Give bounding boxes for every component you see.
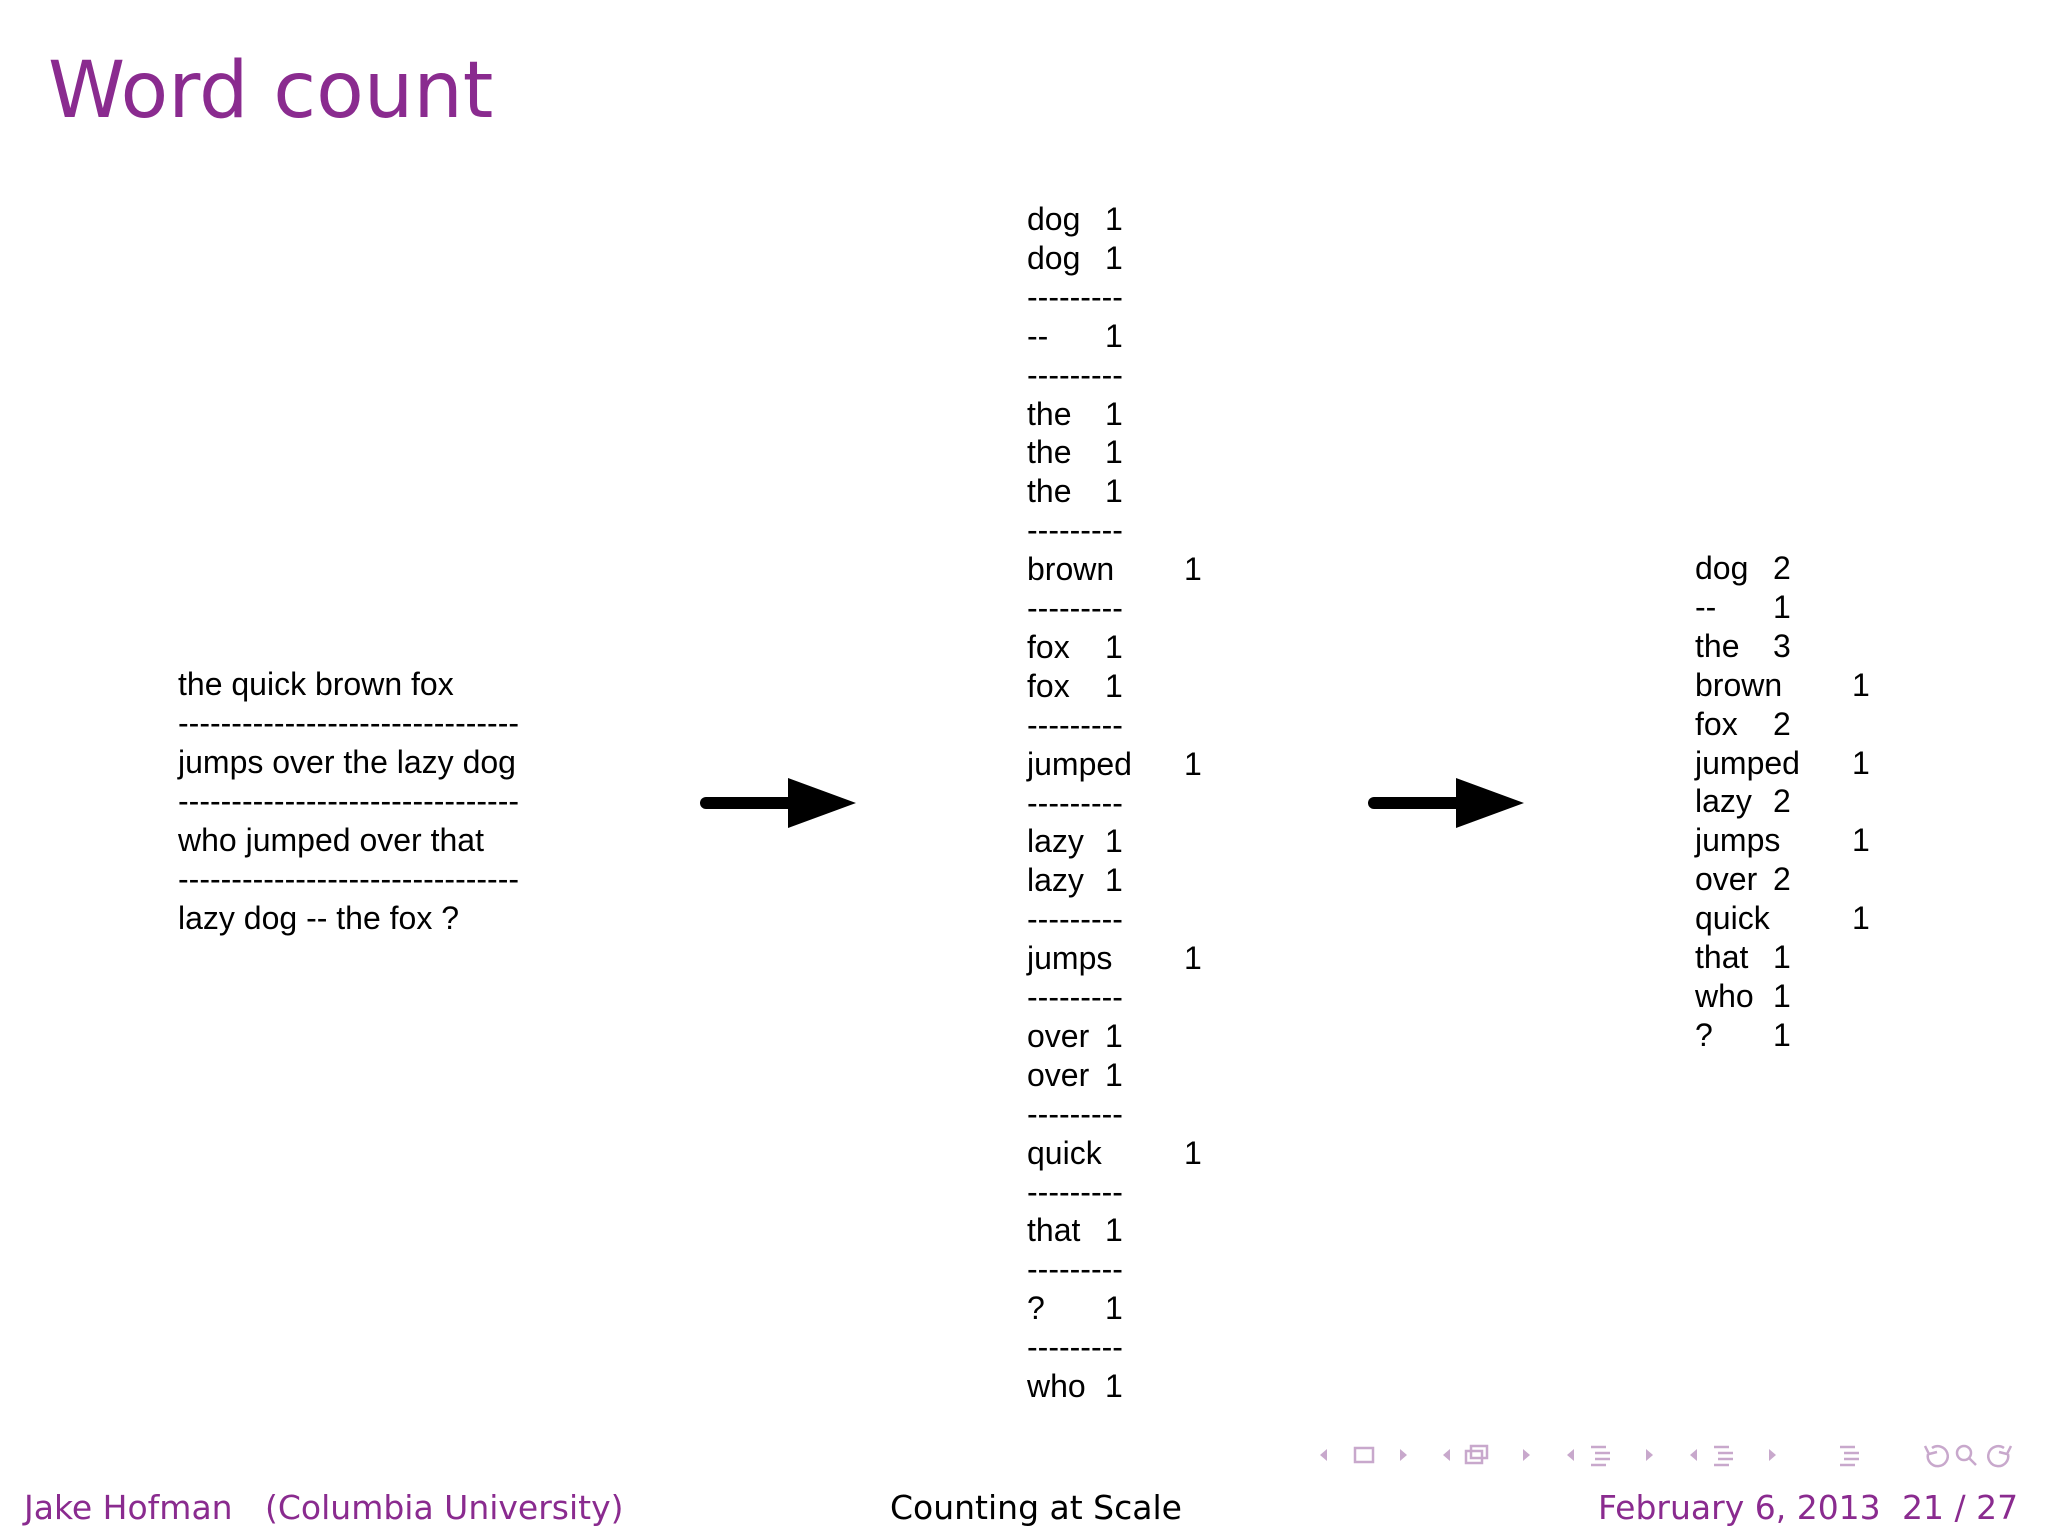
group-separator: --------- [1027,590,1123,626]
nav-prev-icon[interactable] [1320,1449,1327,1461]
word-label: fox [1695,705,1738,742]
section-prev-icon[interactable] [1690,1449,1697,1461]
nav-next-icon[interactable] [1400,1449,1407,1461]
word-label: the [1695,627,1740,664]
toc-icon[interactable] [1840,1447,1859,1465]
word-label: who [1695,977,1754,1014]
word-label: brown [1027,551,1115,588]
word-label: fox [1027,667,1070,704]
word-label: lazy [1027,862,1084,899]
group-separator: --------- [1027,1251,1123,1288]
word-label: the [1027,473,1072,510]
word-label: ? [1027,1290,1045,1327]
count-value: 1 [1773,939,1791,975]
word-label: -- [1695,588,1717,625]
nav-icons-svg [1310,1440,2030,1470]
word-label: dog [1027,239,1081,276]
group-separator: --------- [1027,512,1123,549]
subsection-icon[interactable] [1591,1447,1610,1465]
count-value: 1 [1184,551,1202,588]
count-value: 1 [1852,744,1870,781]
count-value: 1 [1105,1212,1123,1249]
word-label: fox [1027,628,1070,665]
group-separator: --------- [1027,1173,1123,1210]
word-label: lazy [1695,783,1752,820]
count-value: 1 [1852,822,1870,859]
count-value: 2 [1773,783,1791,820]
input-text-block [178,665,578,945]
input-separator: -------------------------------- [178,705,519,741]
count-value: 1 [1105,667,1123,704]
count-value: 2 [1773,550,1791,586]
count-value: 1 [1105,395,1123,432]
input-line: the quick brown fox [178,666,454,702]
word-label: jumps [1027,940,1113,977]
word-label: -- [1027,317,1049,354]
word-label: dog [1695,550,1749,586]
search-icon[interactable] [1957,1446,1976,1465]
input-line: lazy dog -- the fox ? [178,900,460,936]
word-label: over [1027,1017,1090,1054]
count-value: 1 [1105,862,1123,899]
word-label: quick [1027,1134,1102,1171]
footer-date: February 6, 2013 [1598,1488,1881,1527]
word-label: dog [1027,201,1081,237]
count-value: 1 [1105,239,1123,276]
count-value: 3 [1773,627,1791,664]
word-label: the [1027,395,1072,432]
group-separator: --------- [1027,278,1123,315]
word-label: jumped [1695,744,1800,781]
section-next-icon[interactable] [1769,1449,1776,1461]
count-value: 2 [1773,705,1791,742]
word-label: who [1027,1368,1086,1404]
shuffled-pairs-list [1027,200,1247,1410]
input-line: who jumped over that [178,822,484,858]
navigation-controls [1310,1440,2030,1470]
group-separator: --------- [1027,1095,1123,1132]
group-separator: --------- [1027,901,1123,938]
count-value: 1 [1184,745,1202,782]
word-counts-list [1695,549,1895,1059]
word-label: jumps [1695,822,1781,859]
count-value: 1 [1105,628,1123,665]
forward-icon[interactable] [1988,1446,2011,1466]
count-value: 1 [1105,1056,1123,1093]
slide-prev-icon[interactable] [1443,1449,1450,1461]
count-value: 1 [1105,317,1123,354]
subsection-next-icon[interactable] [1646,1449,1653,1461]
count-value: 2 [1773,861,1791,898]
slide-next-icon[interactable] [1523,1449,1530,1461]
count-value: 1 [1105,434,1123,471]
input-line: jumps over the lazy dog [178,744,516,780]
word-label: that [1695,939,1749,975]
word-label: over [1695,861,1758,898]
word-label: ? [1695,1016,1713,1053]
count-value: 1 [1852,900,1870,937]
section-icon[interactable] [1714,1447,1733,1465]
map-arrow-icon [700,776,860,830]
footer-talk-title: Counting at Scale [890,1488,1182,1527]
word-label: that [1027,1212,1081,1249]
word-label: jumped [1027,745,1132,782]
count-value: 1 [1105,823,1123,860]
slides-icon[interactable] [1466,1446,1487,1463]
footer-page-number: 21 / 27 [1902,1488,2019,1527]
count-value: 1 [1184,1134,1202,1171]
subsection-prev-icon[interactable] [1567,1449,1574,1461]
word-label: the [1027,434,1072,471]
frame-icon[interactable] [1355,1448,1373,1462]
word-label: lazy [1027,823,1084,860]
group-separator: --------- [1027,356,1123,393]
count-value: 1 [1852,666,1870,703]
count-value: 1 [1184,940,1202,977]
word-label: over [1027,1056,1090,1093]
slide-title: Word count [48,46,494,136]
count-value: 1 [1105,1017,1123,1054]
input-separator: -------------------------------- [178,783,519,819]
word-label: brown [1695,666,1783,703]
footer-author: Jake Hofman [24,1488,233,1527]
word-label: quick [1695,900,1770,937]
group-separator: --------- [1027,979,1123,1015]
count-value: 1 [1773,588,1791,625]
count-value: 1 [1105,1368,1123,1404]
group-separator: --------- [1027,784,1123,821]
group-separator: --------- [1027,706,1123,743]
input-separator: -------------------------------- [178,861,519,897]
back-icon[interactable] [1925,1446,1948,1466]
footer-institution: (Columbia University) [265,1488,624,1527]
group-separator: --------- [1027,1329,1123,1366]
count-value: 1 [1105,1290,1123,1327]
reduce-arrow-icon [1368,776,1528,830]
count-value: 1 [1773,977,1791,1014]
count-value: 1 [1105,473,1123,510]
count-value: 1 [1105,201,1123,237]
count-value: 1 [1773,1016,1791,1053]
